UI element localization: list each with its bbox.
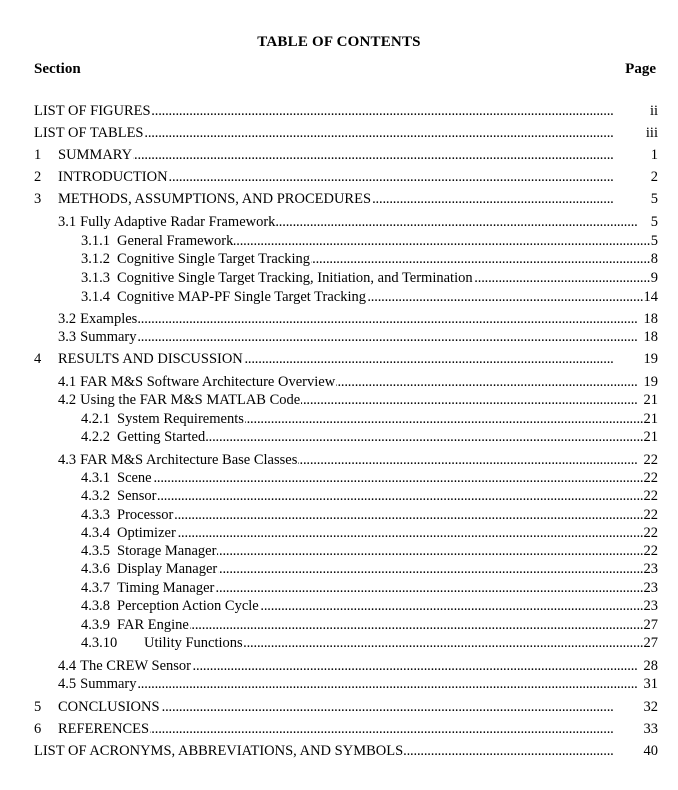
toc-entry-title: Cognitive Single Target Tracking, Initiation, and Termination [117,270,473,286]
dot-leader [58,328,658,346]
toc-entry-page: 23 [643,598,658,614]
toc-entry[interactable] [0,720,678,738]
toc-entry[interactable] [0,597,678,615]
toc-entry-number: 4.3.6 [81,561,110,577]
toc-entry-title: Processor [117,507,174,523]
toc-entry[interactable] [0,410,678,428]
toc-entry[interactable] [0,698,678,716]
toc-entry-page: 14 [643,289,658,305]
toc-entry-number: 4.2.2 [81,429,110,445]
toc-entry-page: 22 [643,452,658,468]
toc-entry-number: 4.3.7 [81,580,110,596]
toc-entry-number: 3.1.2 [81,251,110,267]
toc-entry-title: FAR M&S Software Architecture Overview [80,374,336,390]
toc-entry-page: 22 [643,525,658,541]
toc-entry[interactable] [0,288,678,306]
dot-leader [81,469,658,487]
toc-entry[interactable] [0,250,678,268]
toc-entry-number: 3 [34,191,42,207]
toc-entry-title: REFERENCES [58,721,150,737]
toc-entry[interactable] [0,542,678,560]
toc-entry[interactable] [0,506,678,524]
toc-entry-title: Utility Functions [144,635,243,651]
toc-entry-title: Getting Started [117,429,206,445]
toc-entry-page: 22 [643,488,658,504]
toc-entry[interactable] [0,469,678,487]
toc-entry-page: 21 [643,429,658,445]
toc-entry-page: 22 [643,470,658,486]
toc-entry-page: 8 [650,251,658,267]
toc-entry[interactable] [0,373,678,391]
toc-entry[interactable] [0,269,678,287]
toc-entry-page: 2 [650,169,658,185]
toc-entry-page: 5 [650,214,658,230]
toc-entry[interactable] [0,310,678,328]
toc-entry-number: 3.3 [58,329,77,345]
toc-entry[interactable] [0,579,678,597]
toc-entry-page: 28 [643,658,658,674]
toc-entry[interactable] [0,616,678,634]
toc-entry[interactable] [0,634,678,652]
toc-title: TABLE OF CONTENTS [257,34,421,50]
toc-entry-title: Summary [80,329,137,345]
toc-entry-page: 23 [643,561,658,577]
toc-entry[interactable] [0,146,678,164]
toc-entry-title: Scene [117,470,152,486]
toc-entry-page: ii [649,103,658,119]
toc-entry[interactable] [0,190,678,208]
toc-entry-page: 19 [643,374,658,390]
dot-leader [81,487,658,505]
toc-entry-title: LIST OF ACRONYMS, ABBREVIATIONS, AND SYMBOLS [34,743,404,759]
toc-entry-title: Sensor [117,488,157,504]
toc-entry-number: 3.1.3 [81,270,110,286]
toc-entry-title: Perception Action Cycle [117,598,259,614]
toc-entry-title: Cognitive MAP-PF Single Target Tracking [117,289,366,305]
toc-entry-title: The CREW Sensor [80,658,192,674]
toc-entry[interactable] [0,657,678,675]
toc-entry[interactable] [0,168,678,186]
dot-leader [58,675,658,693]
toc-entry-page: 18 [643,311,658,327]
toc-entry[interactable] [0,328,678,346]
toc-entry-title: LIST OF FIGURES [34,103,151,119]
toc-entry[interactable] [0,451,678,469]
toc-entry-title: Display Manager [117,561,218,577]
toc-entry-page: 18 [643,329,658,345]
toc-entry-number: 3.2 [58,311,77,327]
toc-entry-number: 3.1 [58,214,77,230]
toc-entry[interactable] [0,675,678,693]
toc-entry-page: 31 [643,676,658,692]
toc-entry-page: 27 [643,635,658,651]
toc-entry-page: 33 [643,721,658,737]
toc-entry-title: Using the FAR M&S MATLAB Code [80,392,301,408]
toc-entry-page: 5 [650,233,658,249]
toc-entry-title: FAR M&S Architecture Base Classes [80,452,298,468]
toc-entry-number: 3.1.1 [81,233,110,249]
toc-entry-page: 22 [643,543,658,559]
toc-entry[interactable] [0,560,678,578]
page-column-header: Page [625,61,656,77]
toc-entry-title: Fully Adaptive Radar Framework [80,214,276,230]
toc-entry-title: Storage Manager [117,543,217,559]
toc-entry-number: 4.3.8 [81,598,110,614]
toc-entry-number: 4.3.2 [81,488,110,504]
toc-entry[interactable] [0,742,678,760]
toc-entry[interactable] [0,213,678,231]
toc-entry-title: METHODS, ASSUMPTIONS, AND PROCEDURES [58,191,372,207]
toc-entry-number: 4.3.3 [81,507,110,523]
toc-entry-title: Cognitive Single Target Tracking [117,251,310,267]
toc-entry-page: 27 [643,617,658,633]
toc-entry-number: 4.3 [58,452,77,468]
toc-entry-number: 4.3.4 [81,525,110,541]
toc-entry-title: SUMMARY [58,147,133,163]
toc-entry-title: CONCLUSIONS [58,699,160,715]
toc-entry-number: 4.2 [58,392,77,408]
dot-leader [58,310,658,328]
toc-entry-title: System Requirements [117,411,244,427]
toc-entry-page: 9 [650,270,658,286]
toc-entry-page: 22 [643,507,658,523]
toc-entry-number: 4.1 [58,374,77,390]
toc-entry-title: LIST OF TABLES [34,125,144,141]
toc-entry-title: FAR Engine [117,617,189,633]
toc-entry-number: 2 [34,169,42,185]
toc-entry-title: Timing Manager [117,580,215,596]
toc-entry-page: 5 [650,191,658,207]
toc-entry[interactable] [0,428,678,446]
toc-entry[interactable] [0,102,678,120]
section-column-header: Section [34,61,81,77]
toc-entry-page: 19 [643,351,658,367]
toc-entry[interactable] [0,124,678,142]
toc-entry-title: Optimizer [117,525,176,541]
toc-entry-title: Examples [80,311,138,327]
toc-entry-title: General Framework [117,233,234,249]
toc-entry[interactable] [0,487,678,505]
toc-entry[interactable] [0,524,678,542]
toc-entry-title: INTRODUCTION [58,169,168,185]
toc-entry-page: 21 [643,411,658,427]
toc-entry-page: iii [645,125,658,141]
toc-entry-number: 3.1.4 [81,289,110,305]
toc-entry-number: 4.2.1 [81,411,110,427]
toc-entry-number: 1 [34,147,42,163]
toc-entry-number: 4.3.9 [81,617,110,633]
toc-entry-page: 23 [643,580,658,596]
toc-entry-page: 32 [643,699,658,715]
toc-entry-page: 21 [643,392,658,408]
toc-entry-number: 6 [34,721,42,737]
toc-entry-page: 40 [643,743,658,759]
toc-entry[interactable] [0,391,678,409]
toc-entry-title: Summary [80,676,137,692]
toc-entry-number: 4 [34,351,42,367]
toc-entry-number: 4.3.1 [81,470,110,486]
toc-entry-number: 4.3.10 [81,635,118,651]
toc-entry[interactable] [0,350,678,368]
toc-entry-number: 5 [34,699,42,715]
toc-entry-title: RESULTS AND DISCUSSION [58,351,243,367]
toc-entry-number: 4.4 [58,658,77,674]
toc-entry-number: 4.3.5 [81,543,110,559]
toc-entry-page: 1 [650,147,658,163]
toc-entry[interactable] [0,232,678,250]
toc-entry-number: 4.5 [58,676,77,692]
